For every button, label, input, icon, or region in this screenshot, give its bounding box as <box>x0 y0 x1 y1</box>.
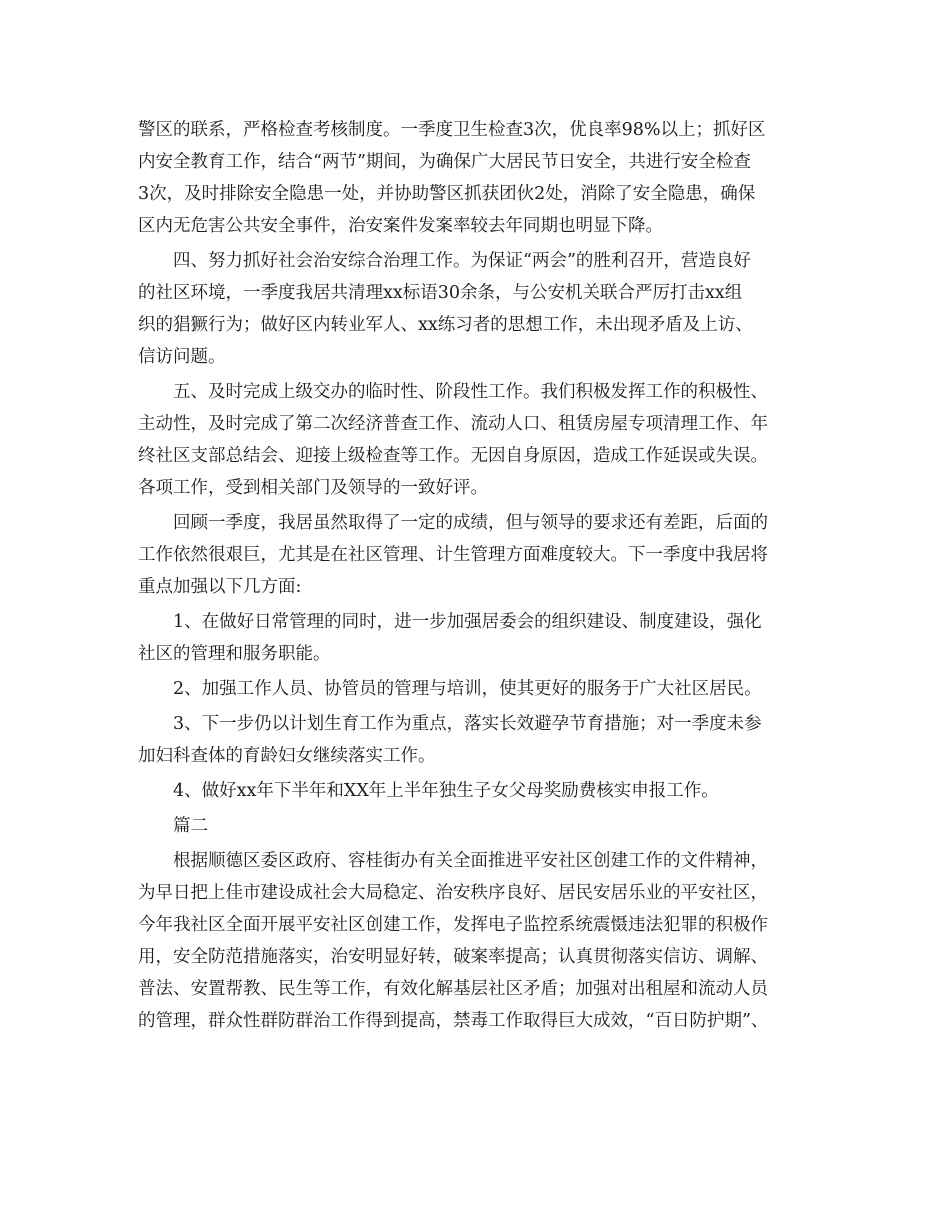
paragraph-p7 <box>138 775 828 807</box>
text-line: 四、努力抓好社会治安综合治理工作。为保证“两会”的胜利召开，营造良好 <box>173 251 751 271</box>
paragraph-p1 <box>138 245 828 373</box>
text-line: 主动性，及时完成了第二次经济普查工作、流动人口、租赁房屋专项清理工作、年 <box>138 414 768 434</box>
text-line: 根据顺德区委区政府、容桂街办有关全面推进平安社区创建工作的文件精神， <box>173 851 768 871</box>
text-line: 终社区支部总结会、迎接上级检查等工作。无因自身原因，造成工作延误或失误。 <box>138 446 768 466</box>
paragraph-p3 <box>138 507 828 603</box>
text-line: 内安全教育工作，结合“两节”期间，为确保广大居民节日安全，共进行安全检查 <box>138 152 751 172</box>
text-line: 各项工作，受到相关部门及领导的一致好评。 <box>138 478 488 498</box>
text-line: 回顾一季度，我居虽然取得了一定的成绩，但与领导的要求还有差距，后面的 <box>173 513 768 533</box>
text-line: 今年我社区全面开展平安社区创建工作，发挥电子监控系统震慑违法犯罪的积极作 <box>138 915 768 935</box>
paragraph-p6 <box>138 708 828 772</box>
text-line: 普法、安置帮教、民生等工作，有效化解基层社区矛盾；加强对出租屋和流动人员 <box>138 979 768 999</box>
text-line: 3次，及时排除安全隐患一处，并协助警区抓获团伙2处，消除了安全隐患，确保 <box>138 184 756 204</box>
text-line: 五、及时完成上级交办的临时性、阶段性工作。我们积极发挥工作的积极性、 <box>173 382 768 402</box>
text-line: 社区的管理和服务职能。 <box>138 644 331 664</box>
text-line: 篇二 <box>173 816 208 836</box>
paragraph-p4 <box>138 606 828 670</box>
text-line: 警区的联系，严格检查考核制度。一季度卫生检查3次，优良率98%以上；抓好区 <box>138 120 766 140</box>
paragraph-p8 <box>138 810 828 842</box>
text-line: 3、下一步仍以计划生育工作为重点，落实长效避孕节育措施；对一季度未参 <box>173 714 762 734</box>
text-line: 1、在做好日常管理的同时，进一步加强居委会的组织建设、制度建设，强化 <box>173 612 762 632</box>
paragraph-p5 <box>138 673 828 705</box>
text-line: 织的猖獗行为；做好区内转业军人、xx练习者的思想工作，未出现矛盾及上访、 <box>138 315 753 335</box>
text-line: 为早日把上佳市建设成社会大局稳定、治安秩序良好、居民安居乐业的平安社区， <box>138 883 768 903</box>
paragraph-p0 <box>138 114 828 242</box>
text-line: 2、加强工作人员、协管员的管理与培训，使其更好的服务于广大社区居民。 <box>173 679 762 699</box>
text-line: 的社区环境，一季度我居共清理xx标语30余条，与公安机关联合严厉打击xx组 <box>138 283 743 303</box>
text-line: 重点加强以下几方面: <box>138 577 302 597</box>
text-line: 区内无危害公共安全事件，治安案件发案率较去年同期也明显下降。 <box>138 216 663 236</box>
paragraph-p2 <box>138 376 828 504</box>
text-line: 的管理，群众性群防群治工作得到提高，禁毒工作取得巨大成效，“百日防护期”、 <box>138 1011 769 1031</box>
text-line: 工作依然很艰巨，尤其是在社区管理、计生管理方面难度较大。下一季度中我居将 <box>138 545 768 565</box>
text-line: 4、做好xx年下半年和XX年上半年独生子女父母奖励费核实申报工作。 <box>173 781 719 801</box>
text-line: 加妇科查体的育龄妇女继续落实工作。 <box>138 746 436 766</box>
text-line: 信访问题。 <box>138 347 226 367</box>
text-line: 用，安全防范措施落实，治安明显好转，破案率提高；认真贯彻落实信访、调解、 <box>138 947 768 967</box>
paragraph-p9 <box>138 845 828 1037</box>
document-body <box>138 114 828 1040</box>
